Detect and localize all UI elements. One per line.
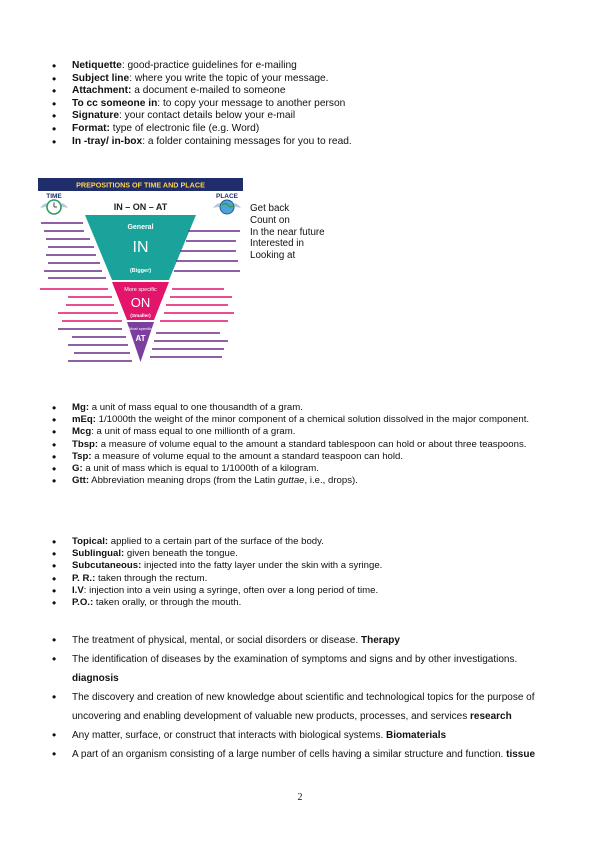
list-item: • Sublingual: given beneath the tongue. [0, 548, 600, 560]
list-item: • Subcutaneous: injected into the fatty layer under the skin with a syringe. [0, 560, 600, 572]
list-item: • mEq: 1/1000th the weight of the minor component of a chemical solution dissolved in the major component. [0, 414, 600, 426]
terms-list [0, 631, 600, 764]
on-tier-note: (Smaller) [130, 314, 151, 319]
list-item: • Any matter, surface, or construct that interacts with biological systems. Biomaterials [0, 726, 600, 745]
list-item: • I.V: injection into a vein using a syringe, often over a long period of time. [0, 585, 600, 597]
phrase-item: In the near future [250, 226, 325, 238]
prepositions-infographic [38, 178, 243, 366]
list-item: • A part of an organism consisting of a large number of cells having a similar structure and function. tissue [0, 745, 600, 764]
list-item: • In -tray/ in-box: a folder containing messages for you to read. [0, 136, 600, 149]
list-item: • Subject line: where you write the topic of your message. [0, 73, 600, 86]
list-item: • Netiquette: good-practice guidelines for e-mailing [0, 60, 600, 73]
email-vocabulary-list [0, 60, 600, 148]
list-item: • The identification of diseases by the examination of symptoms and signs and by other investigations. diagnosis [0, 650, 600, 688]
list-item: • Mg: a unit of mass equal to one thousandth of a gram. [0, 402, 600, 414]
phrase-item: Interested in [250, 238, 304, 250]
phrase-item: Count on [250, 214, 290, 226]
on-tier-caption: More specific [124, 287, 157, 293]
at-tier-caption: Most specific [128, 326, 153, 331]
routes-list [0, 536, 600, 609]
on-tier-word: ON [130, 295, 151, 310]
time-label: TIME [46, 193, 62, 200]
list-item: • Attachment: a document e-mailed to someone [0, 85, 600, 98]
list-item: • Gtt: Abbreviation meaning drops (from the Latin guttae, i.e., drops). [0, 475, 600, 487]
at-tier-word: AT [135, 334, 146, 343]
phrase-list [250, 203, 325, 262]
in-tier-note: (Bigger) [129, 268, 152, 274]
infographic-header: IN – ON – AT [113, 202, 168, 212]
list-item: • Format: type of electronic file (e.g. Word) [0, 123, 600, 136]
list-item: • P. R.: taken through the rectum. [0, 573, 600, 585]
place-label: PLACE [215, 193, 239, 200]
in-tier-word: IN [132, 239, 149, 256]
list-item: • G: a unit of mass which is equal to 1/1000th of a kilogram. [0, 463, 600, 475]
units-list [0, 402, 600, 487]
list-item: • P.O.: taken orally, or through the mouth. [0, 597, 600, 609]
list-item: • The discovery and creation of new knowledge about scientific and technological topics for the purpose of uncovering and enabling development of valuable new products, processes, and services research [0, 688, 600, 726]
phrase-item: Looking at [250, 250, 296, 262]
list-item: • Tbsp: a measure of volume equal to the amount a standard tablespoon can hold or about three teaspoons. [0, 439, 600, 451]
list-item: • Topical: applied to a certain part of the surface of the body. [0, 536, 600, 548]
infographic-banner-title: PREPOSITIONS OF TIME AND PLACE [76, 180, 205, 190]
list-item: • Mcg: a unit of mass equal to one millionth of a gram. [0, 426, 600, 438]
in-tier-caption: General [127, 224, 154, 231]
list-item: • The treatment of physical, mental, or social disorders or disease. Therapy [0, 631, 600, 650]
list-item: • Tsp: a measure of volume equal to the amount a standard teaspoon can hold. [0, 451, 600, 463]
page-number: 2 [297, 792, 303, 803]
list-item: • To cc someone in: to copy your message to another person [0, 98, 600, 111]
phrase-item: Get back [250, 203, 290, 214]
list-item: • Signature: your contact details below your e-mail [0, 110, 600, 123]
